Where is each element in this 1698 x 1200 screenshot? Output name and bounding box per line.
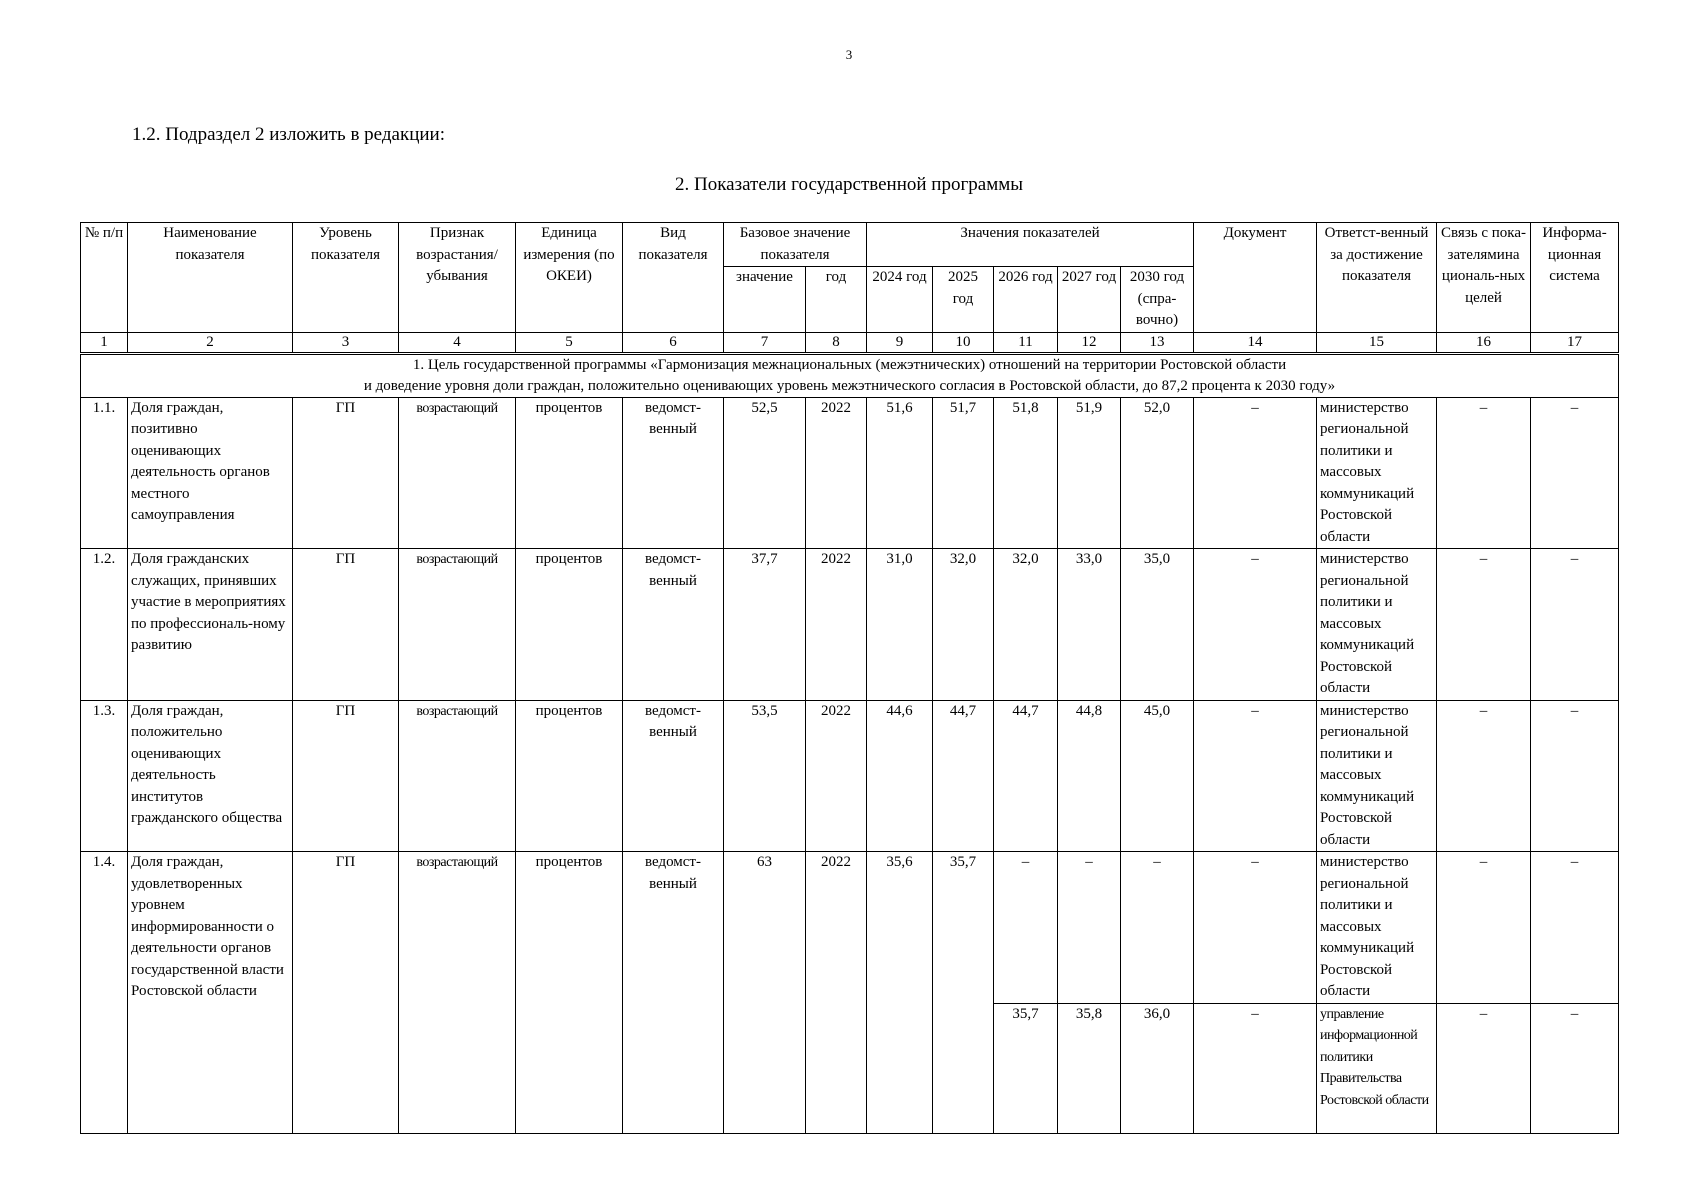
cell-info: – [1531,549,1619,701]
cell-num: 1.4. [81,852,128,1134]
cell-level: ГП [293,397,399,549]
cell-name: Доля гражданских служащих, принявших участие в мероприятиях по профессиональ-ному развитию [128,549,293,701]
column-number: 14 [1194,332,1317,353]
cell-2026: – [994,852,1058,1004]
column-number: 6 [623,332,724,353]
cell-link: – [1437,700,1531,852]
header-unit: Единица измерения (по ОКЕИ) [516,223,623,333]
cell-type: ведомст-венный [623,852,724,1134]
cell-base-value: 53,5 [724,700,806,852]
cell-num: 1.1. [81,397,128,549]
cell-num: 1.2. [81,549,128,701]
column-number-row [81,332,1619,353]
cell-base-year: 2022 [806,397,867,549]
cell-document: – [1194,549,1317,701]
cell-2026: 32,0 [994,549,1058,701]
page-number: 3 [845,47,853,62]
cell-2024: 35,6 [867,852,933,1134]
cell-link: – [1437,852,1531,1004]
table-row [81,549,1619,701]
header-base-year: год [806,267,867,333]
cell-trend: возрастающий [399,549,516,701]
cell-unit: процентов [516,397,623,549]
column-number: 11 [994,332,1058,353]
cell-2030: – [1121,852,1194,1004]
cell-type: ведомст-венный [623,397,724,549]
cell-2025: 44,7 [933,700,994,852]
cell-level: ГП [293,549,399,701]
goal-row [81,353,1619,397]
cell-trend: возрастающий [399,397,516,549]
cell-trend: возрастающий [399,852,516,1134]
column-number: 7 [724,332,806,353]
goal-line-1: 1. Цель государственной программы «Гармонизация межнациональных (межэтнических) отношений на территории Ростовской области [412,356,1287,373]
cell-num: 1.3. [81,700,128,852]
column-number: 8 [806,332,867,353]
cell-2025: 32,0 [933,549,994,701]
header-base-value: значение [724,267,806,333]
header-base-group: Базовое значение показателя [724,223,867,267]
cell-2027: 35,8 [1058,1003,1121,1133]
cell-2030: 36,0 [1121,1003,1194,1133]
cell-base-year: 2022 [806,852,867,1134]
cell-info: – [1531,700,1619,852]
cell-type: ведомст-венный [623,549,724,701]
cell-responsible: министерство региональной политики и массовых коммуникаций Ростовской области [1317,549,1437,701]
goal-cell [81,353,1619,397]
column-number: 13 [1121,332,1194,353]
column-number: 3 [293,332,399,353]
cell-info: – [1531,1003,1619,1133]
table-row [81,397,1619,549]
cell-responsible: министерство региональной политики и массовых коммуникаций Ростовской области [1317,397,1437,549]
goal-line-2: и доведение уровня доли граждан, положительно оценивающих уровень межэтнического согласия в Ростовской области, до 87,2 процента к 2030 году» [363,377,1336,394]
header-info: Информа-ционная система [1531,223,1619,333]
cell-2030: 52,0 [1121,397,1194,549]
column-number: 16 [1437,332,1531,353]
header-values-group: Значения показателей [867,223,1194,267]
cell-base-value: 52,5 [724,397,806,549]
column-number: 9 [867,332,933,353]
indicators-table [80,222,1619,1134]
table-row [81,700,1619,852]
column-number: 10 [933,332,994,353]
header-2025: 2025 год [933,267,994,333]
cell-unit: процентов [516,852,623,1134]
cell-base-year: 2022 [806,549,867,701]
cell-base-value: 37,7 [724,549,806,701]
cell-unit: процентов [516,700,623,852]
cell-unit: процентов [516,549,623,701]
column-number: 4 [399,332,516,353]
cell-responsible: министерство региональной политики и массовых коммуникаций Ростовской области [1317,700,1437,852]
cell-type: ведомст-венный [623,700,724,852]
cell-2026: 44,7 [994,700,1058,852]
cell-base-value: 63 [724,852,806,1134]
header-document: Документ [1194,223,1317,333]
cell-responsible: управление информационной политики Правительства Ростовской области [1317,1003,1437,1133]
header-2027: 2027 год [1058,267,1121,333]
cell-2027: – [1058,852,1121,1004]
column-number: 5 [516,332,623,353]
cell-info: – [1531,397,1619,549]
cell-2027: 51,9 [1058,397,1121,549]
cell-link: – [1437,1003,1531,1133]
cell-link: – [1437,397,1531,549]
header-name: Наименование показателя [128,223,293,333]
header-2024: 2024 год [867,267,933,333]
cell-trend: возрастающий [399,700,516,852]
cell-document: – [1194,852,1317,1004]
cell-2026: 51,8 [994,397,1058,549]
column-number: 15 [1317,332,1437,353]
cell-2030: 45,0 [1121,700,1194,852]
header-responsible: Ответст-венный за достижение показателя [1317,223,1437,333]
header-2026: 2026 год [994,267,1058,333]
cell-document: – [1194,1003,1317,1133]
cell-level: ГП [293,700,399,852]
cell-link: – [1437,549,1531,701]
cell-2025: 51,7 [933,397,994,549]
cell-2027: 44,8 [1058,700,1121,852]
cell-name: Доля граждан, положительно оценивающих деятельность институтов гражданского общества [128,700,293,852]
cell-2024: 31,0 [867,549,933,701]
cell-2024: 44,6 [867,700,933,852]
header-2030: 2030 год (спра-вочно) [1121,267,1194,333]
cell-level: ГП [293,852,399,1134]
cell-document: – [1194,397,1317,549]
cell-2026: 35,7 [994,1003,1058,1133]
header-level: Уровень показателя [293,223,399,333]
header-num: № п/п [81,223,128,333]
cell-name: Доля граждан, удовлетворенных уровнем информированности о деятельности органов государственной власти Ростовской области [128,852,293,1134]
cell-base-year: 2022 [806,700,867,852]
column-number: 1 [81,332,128,353]
cell-2030: 35,0 [1121,549,1194,701]
cell-document: – [1194,700,1317,852]
column-number: 12 [1058,332,1121,353]
cell-info: – [1531,852,1619,1004]
intro-text: 1.2. Подраздел 2 изложить в редакции: [132,124,445,145]
cell-2027: 33,0 [1058,549,1121,701]
column-number: 17 [1531,332,1619,353]
header-trend: Признак возрастания/ убывания [399,223,516,333]
header-type: Вид показателя [623,223,724,333]
table-row [81,852,1619,1004]
cell-2024: 51,6 [867,397,933,549]
cell-name: Доля граждан, позитивно оценивающих деятельность органов местного самоуправления [128,397,293,549]
cell-responsible: министерство региональной политики и массовых коммуникаций Ростовской области [1317,852,1437,1004]
section-title: 2. Показатели государственной программы [674,174,1024,195]
cell-2025: 35,7 [933,852,994,1134]
column-number: 2 [128,332,293,353]
header-link: Связь с пока-зателямина циональ-ных целей [1437,223,1531,333]
